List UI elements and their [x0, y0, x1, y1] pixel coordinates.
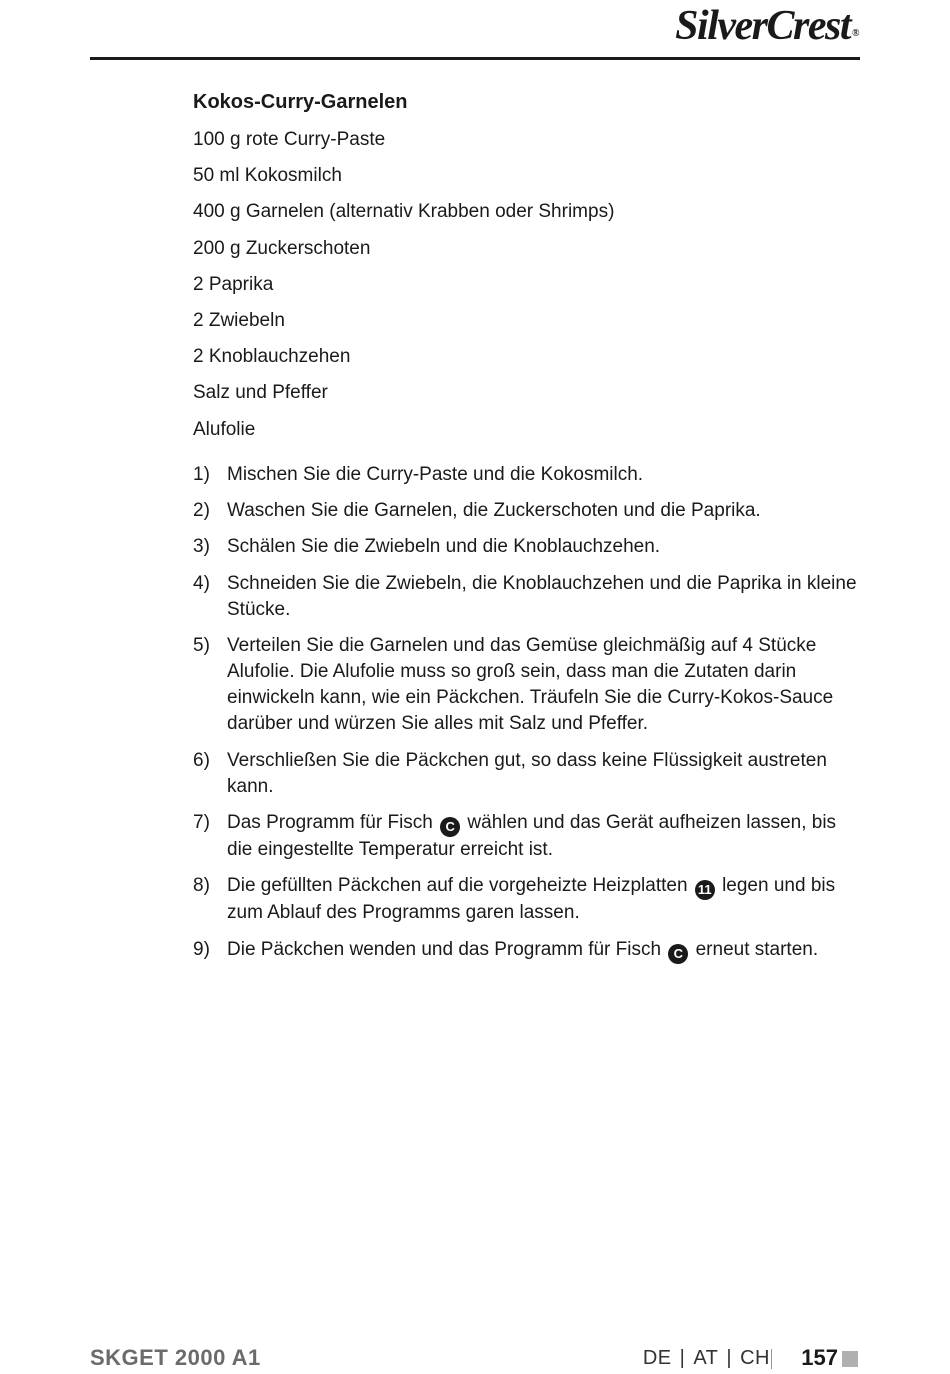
step-item [193, 534, 861, 560]
ingredient-item: 400 g Garnelen (alternativ Krabben oder Shrimps) [193, 201, 615, 223]
ingredient-list [193, 122, 861, 448]
page-number: 157 [801, 1345, 838, 1370]
step-number: 4) [193, 572, 210, 594]
recipe-content [193, 88, 861, 974]
ingredient-item: Alufolie [193, 418, 256, 440]
step-number: 8) [193, 875, 210, 897]
recipe-title: Kokos-Curry-Garnelen [193, 91, 408, 113]
step-item [193, 633, 861, 737]
program-c-marker-icon: C [668, 944, 688, 964]
program-c-marker-icon: C [440, 817, 460, 837]
step-number: 6) [193, 749, 210, 771]
step-number: 3) [193, 536, 210, 558]
ingredient-item: 100 g rote Curry-Paste [193, 129, 386, 150]
language-codes: DE | AT | CH [642, 1347, 770, 1369]
step-text: Schälen Sie die Zwiebeln und die Knoblauchzehen. [227, 536, 661, 558]
step-number: 9) [193, 938, 210, 960]
step-number: 1) [193, 463, 210, 485]
model-number: SKGET 2000 A1 [90, 1345, 261, 1370]
step-list [193, 462, 861, 964]
brand-logo: SilverCrest ® [675, 3, 858, 49]
step-text: Verteilen Sie die Garnelen und das Gemüse gleichmäßig auf 4 Stücke Alufolie. Die Alufolie muss so groß sein, dass man die Zutaten darin einwickeln kann, wie ein Päckchen. Träufeln Sie die Curry-Kokos-Sauce darüber und würzen Sie alles mit Salz und Pfeffer. [227, 635, 834, 735]
step-number: 5) [193, 635, 210, 657]
ingredient-item: 2 Knoblauchzehen [193, 346, 351, 368]
step-item [193, 571, 861, 623]
step-text: Die gefüllten Päckchen auf die vorgeheizte Heizplatten 11 legen und bis zum Ablauf des Programms garen lassen. [227, 875, 836, 924]
step-item [193, 748, 861, 800]
ingredient-item: 50 ml Kokosmilch [193, 165, 342, 187]
page-header [90, 0, 860, 60]
step-item [193, 498, 861, 524]
step-number: 7) [193, 812, 210, 834]
footer-divider [771, 1349, 772, 1369]
step-item [193, 937, 861, 964]
step-text: Verschließen Sie die Päckchen gut, so dass keine Flüssigkeit austreten kann. [227, 749, 827, 797]
page-footer [90, 1343, 860, 1374]
step-item [193, 810, 861, 863]
ingredient-item: 200 g Zuckerschoten [193, 237, 371, 259]
ingredient-item: 2 Paprika [193, 273, 274, 295]
step-text: Schneiden Sie die Zwiebeln, die Knoblauchzehen und die Paprika in kleine Stücke. [227, 572, 857, 620]
step-item [193, 462, 861, 488]
page-square-icon [842, 1351, 858, 1367]
step-text: Waschen Sie die Garnelen, die Zuckerschoten und die Paprika. [227, 500, 761, 522]
step-text: Mischen Sie die Curry-Paste und die Kokosmilch. [227, 463, 644, 485]
ingredient-item: 2 Zwiebeln [193, 309, 285, 331]
step-number: 2) [193, 500, 210, 522]
ingredient-item: Salz und Pfeffer [193, 382, 328, 404]
heating-plate-11-marker-icon: 11 [695, 880, 715, 900]
step-item [193, 873, 861, 926]
step-text: Das Programm für Fisch C wählen und das Gerät aufheizen lassen, bis die eingestellte Temperatur erreicht ist. [227, 812, 837, 861]
step-text: Die Päckchen wenden und das Programm für Fisch C erneut starten. [227, 937, 861, 964]
